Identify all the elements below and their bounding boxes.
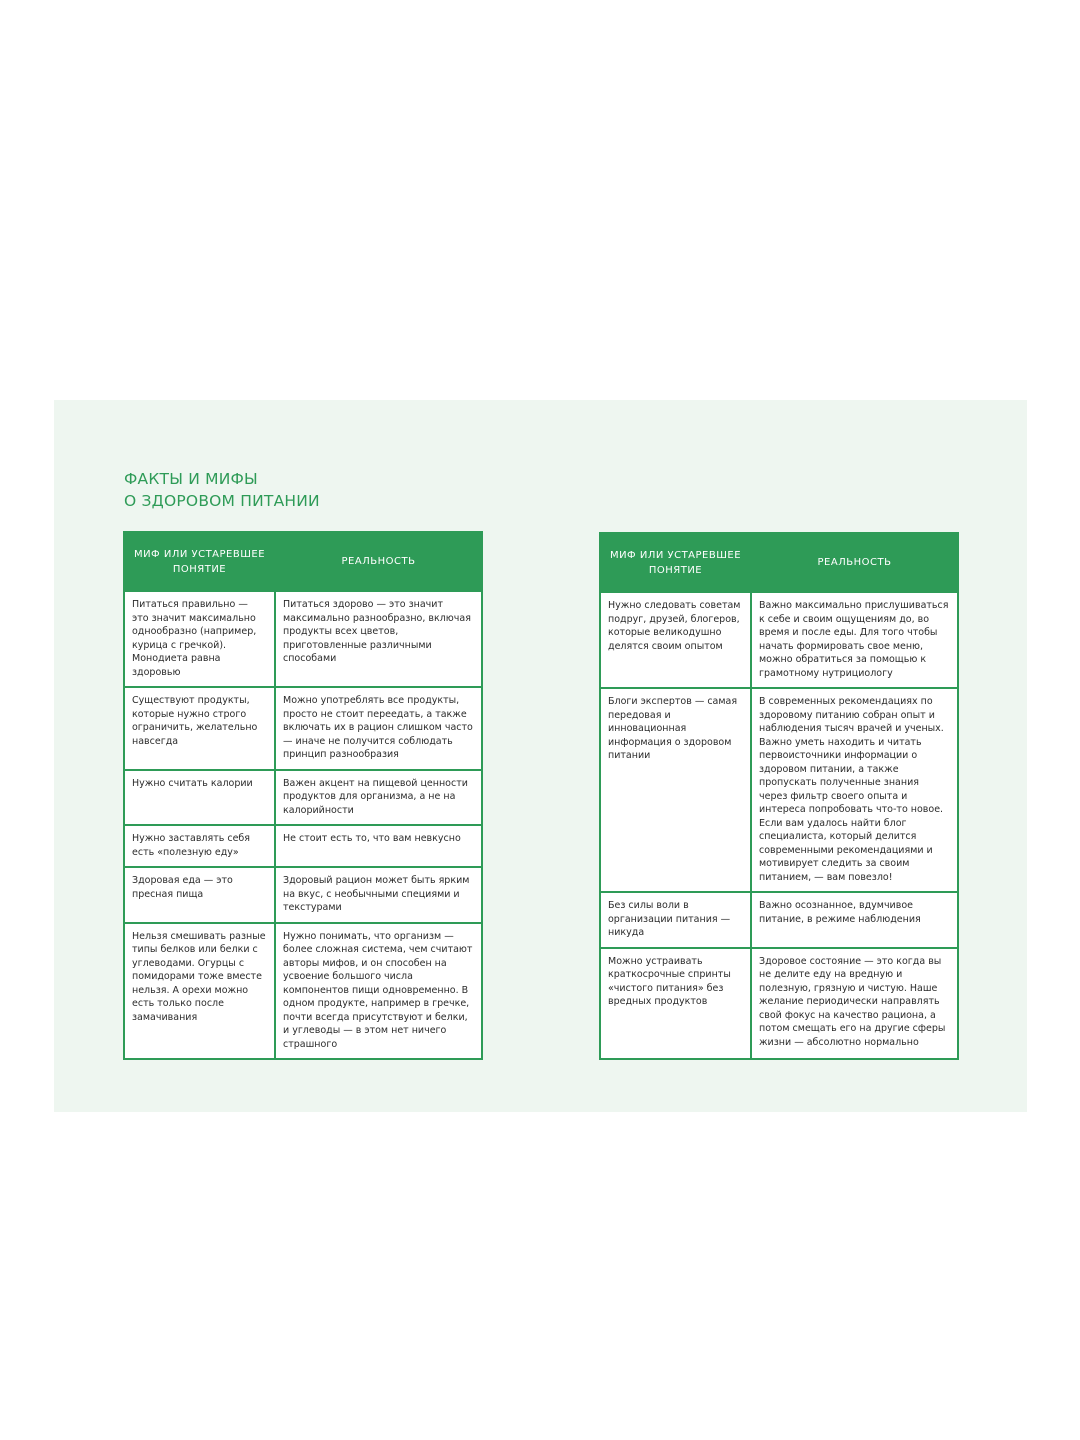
table-row — [600, 892, 958, 948]
myth-reality-table-right — [599, 532, 959, 1060]
table-row — [124, 825, 482, 867]
page-title-line-1: ФАКТЫ И МИФЫ — [124, 470, 258, 488]
table-row — [124, 770, 482, 826]
reality-cell: Нужно понимать, что организм — более сложная система, чем считают авторы мифов, и он способен на усвоение большого числа компонентов пищи одновременно. В одном продукте, например в гречке, почти всегда присутствуют и белки, и углеводы — в этом нет ничего страшного — [275, 923, 482, 1060]
myth-cell: Блоги экспертов — самая передовая и инновационная информация о здоровом питании — [600, 688, 751, 892]
myth-reality-table-left — [123, 531, 483, 1060]
reality-cell: Здоровое состояние — это когда вы не делите еду на вредную и полезную, грязную и чистую. Наше желание периодически направлять свой фокус на качество рациона, а потом смещать его на другие сферы жизни — абсолютно нормально — [751, 948, 958, 1059]
reality-cell: Здоровый рацион может быть ярким на вкус, с необычными специями и текстурами — [275, 867, 482, 923]
myth-cell: Нужно следовать советам подруг, друзей, блогеров, которые великодушно делятся своим опытом — [600, 592, 751, 688]
myth-cell: Здоровая еда — это пресная пища — [124, 867, 275, 923]
table-row — [124, 923, 482, 1060]
page-title-line-2: О ЗДОРОВОМ ПИТАНИИ — [124, 492, 320, 510]
table-row — [124, 687, 482, 770]
reality-cell: Важно осознанное, вдумчивое питание, в режиме наблюдения — [751, 892, 958, 948]
reality-cell: Важно максимально прислушиваться к себе и своим ощущениям до, во время и после еды. Для того чтобы начать формировать свое меню, можно обратиться за помощью к грамотному нутрициологу — [751, 592, 958, 688]
myth-cell: Нельзя смешивать разные типы белков или белки с углеводами. Огурцы с помидорами тоже вместе нельзя. А орехи можно есть только после замачивания — [124, 923, 275, 1060]
table-row — [600, 592, 958, 688]
myth-cell: Питаться правильно — это значит максимально однообразно (например, курица с гречкой). Монодиета равна здоровью — [124, 591, 275, 687]
reality-cell: Можно употреблять все продукты, просто не стоит переедать, а также включать их в рацион слишком часто — иначе не получится соблюдать принцип разнообразия — [275, 687, 482, 770]
table-header-row — [600, 533, 958, 592]
table-row — [600, 688, 958, 892]
table-row — [600, 948, 958, 1059]
reality-cell: Питаться здорово — это значит максимально разнообразно, включая продукты всех цветов, приготовленные различными способами — [275, 591, 482, 687]
table-row — [124, 867, 482, 923]
header-myth: МИФ ИЛИ УСТАРЕВШЕЕ ПОНЯТИЕ — [600, 533, 751, 592]
header-reality: РЕАЛЬНОСТЬ — [751, 533, 958, 592]
reality-cell: Не стоит есть то, что вам невкусно — [275, 825, 482, 867]
myth-cell: Без силы воли в организации питания — никуда — [600, 892, 751, 948]
myth-cell: Нужно считать калории — [124, 770, 275, 826]
reality-cell: Важен акцент на пищевой ценности продуктов для организма, а не на калорийности — [275, 770, 482, 826]
book-spread — [54, 400, 1027, 1112]
reality-cell: В современных рекомендациях по здоровому питанию собран опыт и наблюдения тысяч врачей и ученых. Важно уметь находить и читать первоисточники информации о здоровом питании, а также пропускать полученные знания через фильтр своего опыта и интереса попробовать что-то новое. Если вам удалось найти блог специалиста, который делится современными рекомендациями и мотивирует следить за своим питанием, — вам повезло! — [751, 688, 958, 892]
page-title — [124, 468, 320, 512]
myth-cell: Существуют продукты, которые нужно строго ограничить, желательно навсегда — [124, 687, 275, 770]
header-myth: МИФ ИЛИ УСТАРЕВШЕЕ ПОНЯТИЕ — [124, 532, 275, 591]
myth-cell: Нужно заставлять себя есть «полезную еду» — [124, 825, 275, 867]
myth-cell: Можно устраивать краткосрочные спринты «чистого питания» без вредных продуктов — [600, 948, 751, 1059]
header-reality: РЕАЛЬНОСТЬ — [275, 532, 482, 591]
table-row — [124, 591, 482, 687]
table-header-row — [124, 532, 482, 591]
